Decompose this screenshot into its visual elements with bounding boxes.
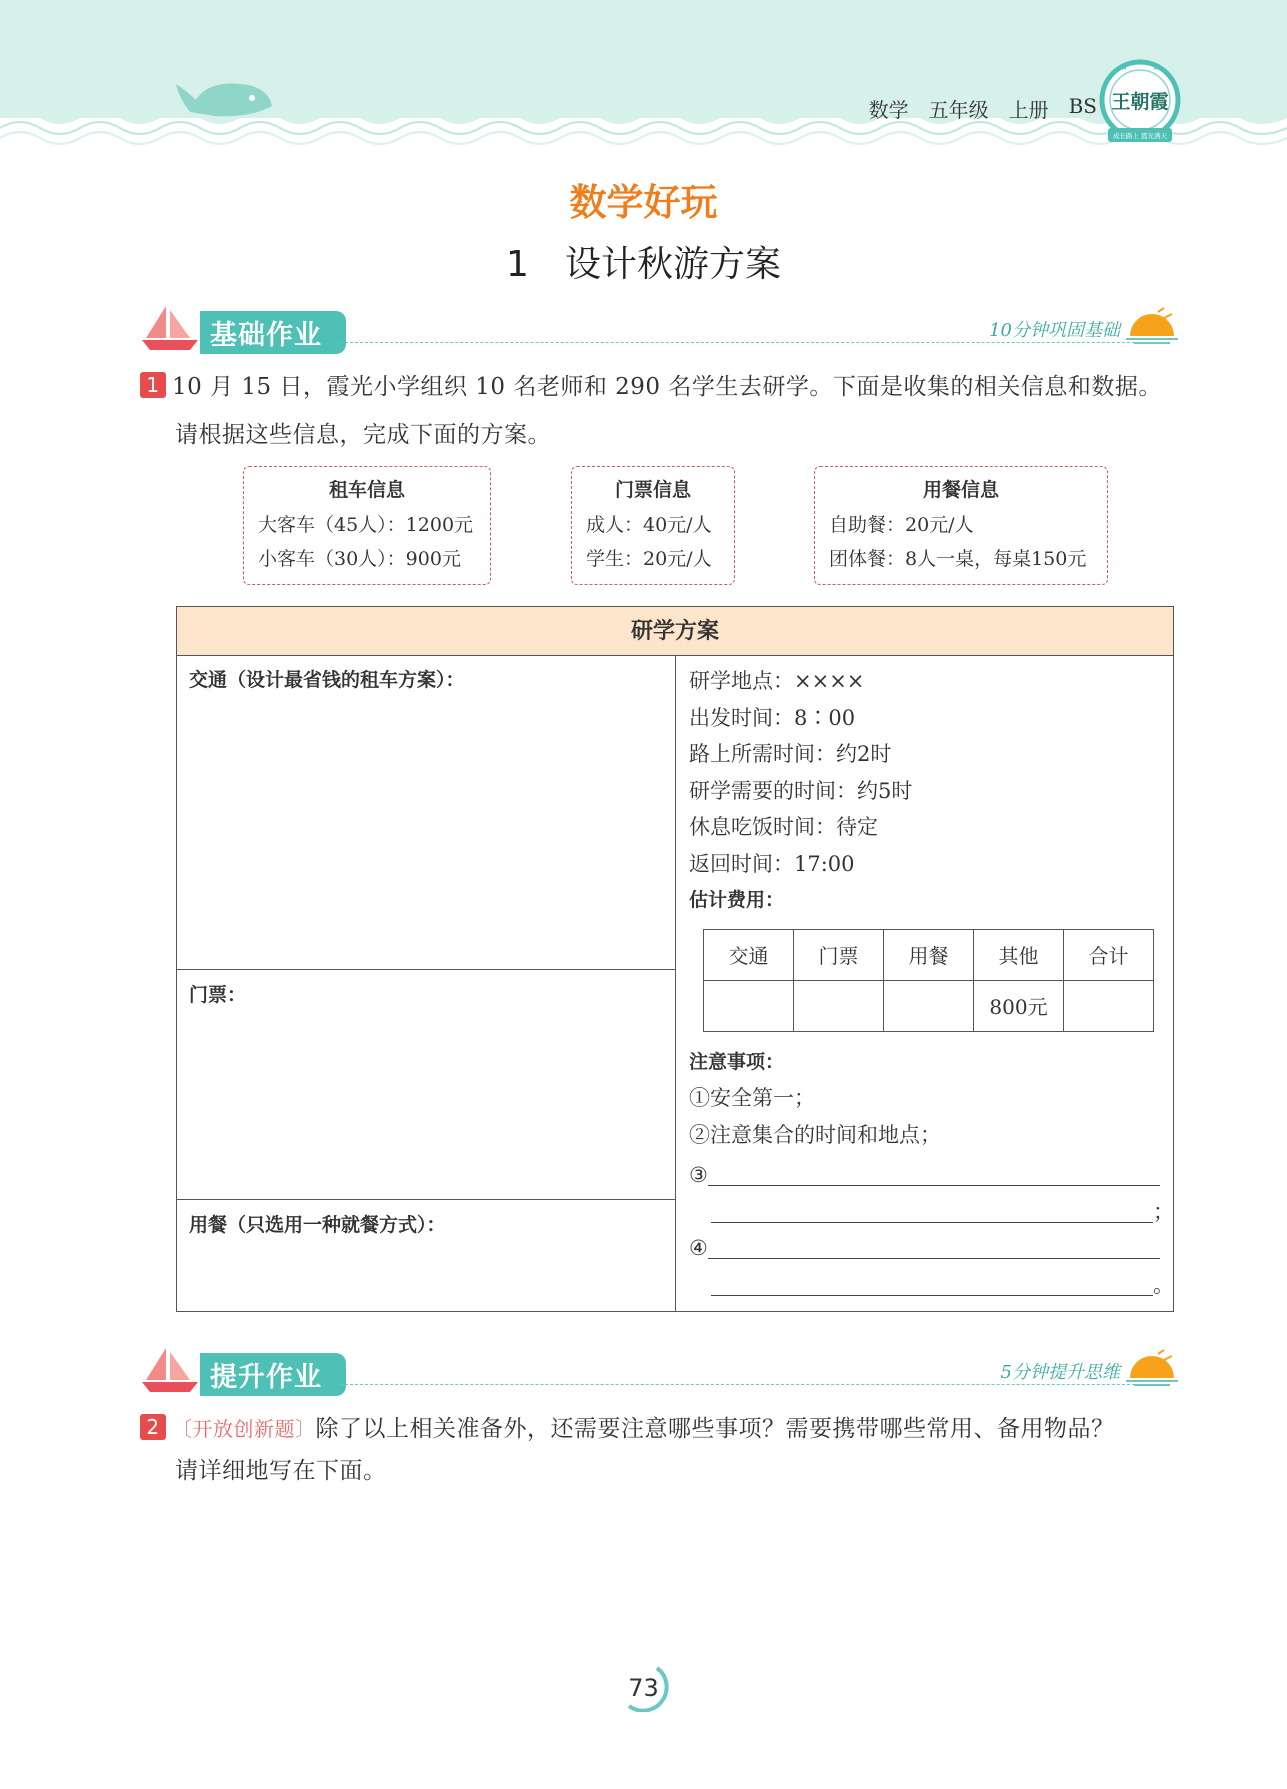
note-3-blank-cont[interactable] [711, 1222, 1153, 1223]
svg-text:★: ★ [1120, 63, 1129, 73]
sunset-icon [1124, 306, 1180, 346]
sailboat-icon [140, 302, 204, 354]
meal-label: 用餐（只选用一种就餐方式）： [189, 1214, 446, 1236]
info-rent-line: 大客车（45人）：1200元 [258, 514, 474, 536]
section-basic-label: 基础作业 [200, 311, 346, 354]
plan-right-column [689, 663, 1174, 1303]
note-item: ②注意集合的时间和地点； [689, 1122, 941, 1147]
notes-label: 注意事项： [689, 1050, 785, 1073]
note-4-line2: 。 [689, 1267, 1163, 1304]
info-box-ticket [571, 466, 735, 585]
cost-value-total[interactable] [1064, 980, 1154, 1031]
note-4-line1: ④ [689, 1230, 1163, 1267]
plan-detail-line: 路上所需时间：约2时 [689, 742, 892, 766]
header-volume: 上册 [1008, 98, 1049, 122]
plan-left-column [177, 655, 676, 1311]
section-basic-banner [140, 302, 1180, 358]
info-meal-title: 用餐信息 [922, 479, 999, 501]
ticket-answer-area[interactable] [177, 970, 675, 1200]
cost-header-cell: 用餐 [884, 929, 974, 980]
page-number: 73 [0, 1674, 1287, 1702]
cost-header-cell: 合计 [1064, 929, 1154, 980]
note-4-blank[interactable] [708, 1258, 1160, 1259]
q1-line2: 请根据这些信息，完成下面的方案。 [175, 422, 551, 448]
info-rent-title: 租车信息 [328, 479, 405, 501]
cost-value-ticket[interactable] [794, 980, 884, 1031]
cost-header-cell: 其他 [974, 929, 1064, 980]
section-improve-note: 5分钟提升思维 [1000, 1362, 1120, 1383]
info-box-rent [243, 466, 491, 585]
sunset-icon [1124, 1348, 1180, 1388]
svg-text:成长路上 霞光满天: 成长路上 霞光满天 [1112, 132, 1168, 140]
q1-line1: 1 10 月 15 日，霞光小学组织 10 名老师和 290 名学生去研学。下面是收集的相关信息和数据。 [140, 368, 1162, 401]
note-3-line1: ③ [689, 1157, 1163, 1194]
section-divider [340, 342, 1170, 343]
section-improve-label: 提升作业 [200, 1353, 346, 1396]
header-grade: 五年级 [928, 98, 989, 122]
cost-header-row [704, 929, 1154, 980]
q2-line2: 请详细地写在下面。 [175, 1458, 387, 1484]
header-subject: 数学 [868, 98, 909, 122]
brand-seal-logo [1098, 56, 1182, 150]
info-box-meal [814, 466, 1108, 585]
section-basic-note: 10分钟巩固基础 [989, 320, 1120, 341]
section-improve-banner [140, 1344, 1180, 1400]
plan-table [176, 606, 1174, 1312]
cost-table [703, 929, 1154, 1032]
plan-detail-line: 出发时间：8∶00 [689, 705, 856, 730]
note-3-line2: ； [689, 1194, 1163, 1231]
q2-line1: 2 〔开放创新题〕除了以上相关准备外，还需要注意哪些事项？需要携带哪些常用、备用物品？ [140, 1410, 1115, 1443]
svg-text:★: ★ [1136, 58, 1145, 68]
info-ticket-line: 成人：40元/人 [586, 514, 712, 536]
header-wave-band [0, 0, 1287, 160]
plan-detail-line: 研学需要的时间：约5时 [689, 778, 913, 803]
plan-detail-line: 研学地点：×××× [689, 669, 865, 693]
q2-tag: 〔开放创新题〕 [172, 1417, 316, 1441]
svg-text:★: ★ [1152, 63, 1161, 73]
ticket-label: 门票： [189, 984, 247, 1006]
transport-label: 交通（设计最省钱的租车方案）： [189, 669, 465, 691]
info-meal-line: 自助餐：20元/人 [829, 514, 974, 536]
svg-text:王朝霞: 王朝霞 [1111, 91, 1169, 113]
transport-answer-area[interactable] [177, 655, 675, 970]
cost-value-transport[interactable] [704, 980, 794, 1031]
section-divider [340, 1384, 1170, 1385]
page-title: 数学好玩 [569, 181, 718, 224]
note-item: ①安全第一； [689, 1086, 815, 1110]
cost-value-meal[interactable] [884, 980, 974, 1031]
note-3-blank[interactable] [708, 1185, 1160, 1186]
header-meta [869, 94, 1097, 123]
q2-number: 2 [140, 1414, 166, 1440]
cost-value-row [704, 980, 1154, 1031]
header-edition: BS [1068, 94, 1097, 118]
cost-label: 估计费用： [689, 889, 785, 911]
sailboat-icon [140, 1344, 204, 1396]
info-ticket-line: 学生：20元/人 [586, 548, 712, 570]
info-rent-line: 小客车（30人）：900元 [258, 548, 461, 570]
note-4-blank-cont[interactable] [711, 1295, 1153, 1296]
plan-title: 研学方案 [177, 607, 1173, 656]
info-ticket-title: 门票信息 [614, 479, 691, 501]
meal-answer-area[interactable] [177, 1200, 675, 1311]
lesson-subtitle: 1 设计秋游方案 [506, 244, 781, 285]
cost-header-cell: 门票 [794, 929, 884, 980]
cost-header-cell: 交通 [704, 929, 794, 980]
plan-detail-line: 返回时间：17:00 [689, 851, 855, 876]
info-meal-line: 团体餐：8人一桌，每桌150元 [829, 548, 1087, 570]
q1-number: 1 [140, 372, 166, 398]
cost-value-other: 800元 [974, 980, 1064, 1031]
plan-detail-line: 休息吃饭时间：待定 [689, 815, 878, 839]
